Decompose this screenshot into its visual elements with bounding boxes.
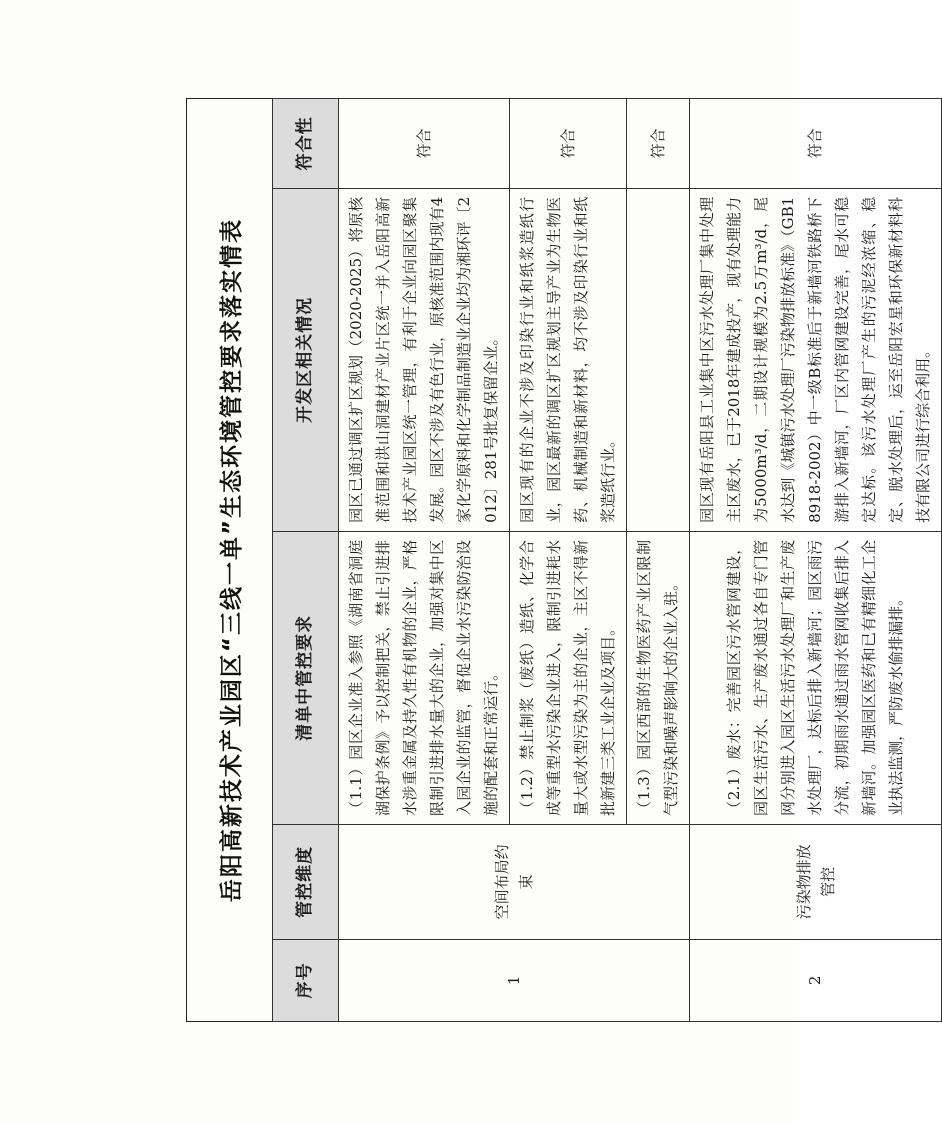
header-requirement: 清单中管控要求 xyxy=(273,531,339,824)
header-seq: 序号 xyxy=(273,939,339,1021)
situation-cell xyxy=(627,188,690,531)
header-compliance: 符合性 xyxy=(273,99,339,189)
requirement-cell: （1.1）园区企业准入参照《湖南省洞庭湖保护条例》予以控制把关，禁止引进排水涉重金属及持久性有机物的企业，严格限制引进排水量大的企业，加强对集中区入园企业的监管，督促企业水污染防治设施的配套和正常运行。 xyxy=(339,531,510,824)
requirement-cell: （2.1）废水：完善园区污水管网建设，园区生活污水、生产废水通过各自专门管网分别进入园区生活污水处理厂和生产废水处理厂，达标后排入新墙河；园区雨污分流，初期雨水通过雨水管网收集后排入新墙河。加强园区医药和已有精细化工企业执法监测，严防废水偷排漏排。 xyxy=(690,531,942,824)
control-requirements-table xyxy=(272,98,942,1022)
situation-cell: 园区现有的企业不涉及印染行业和纸浆造纸行业，园区最新的调区扩区规划主导产业为生物医药、机械制造和新材料，均不涉及印染行业和纸浆造纸行业。 xyxy=(510,188,627,531)
compliance-cell: 符合 xyxy=(510,99,627,189)
compliance-cell: 符合 xyxy=(627,99,690,189)
row-seq: 1 xyxy=(339,939,690,1021)
situation-cell: 园区已通过调区扩区规划（2020-2025）将原核准范围和洪山洞建材产业片区统一并入岳阳高新技术产业园区统一管理，有利于企业向园区聚集发展。园区不涉及有色行业，原核准范围内现有4家化学原料和化学制品制造业企业均为湘环评〔2012〕281号批复保留企业。 xyxy=(339,188,510,531)
situation-cell: 园区现有岳阳县工业集中区污水处理厂集中处理主区废水，已于2018年建成投产，现有处理能力为5000m³/d，二期设计规模为2.5万m³/d，尾水达到《城镇污水处理厂污染物排放标准》（GB18918-2002）中一级B标准后于新墙河铁路桥下游排入新墙河，厂区内管网建设完善，尾水可稳定达标。该污水处理厂产生的污泥经浓缩、稳定、脱水处理后，运至岳阳宏星和环保新材料科技有限公司进行综合利用。 xyxy=(690,188,942,531)
document-title: 岳阳高新技术产业园区“三线一单”生态环境管控要求落实情表 xyxy=(186,98,272,1022)
rotated-table-region xyxy=(186,98,932,1022)
requirement-cell: （1.3）园区西部的生物医药产业区限制气型污染和噪声影响大的企业入驻。 xyxy=(627,531,690,824)
header-situation: 开发区相关情况 xyxy=(273,188,339,531)
table-row xyxy=(690,99,942,1022)
compliance-cell: 符合 xyxy=(339,99,510,189)
row-dimension: 空间布局约束 xyxy=(339,824,690,939)
row-seq: 2 xyxy=(690,939,942,1021)
header-dimension: 管控维度 xyxy=(273,824,339,939)
requirement-cell: （1.2）禁止制浆（废纸）造纸、化学合成等重型水污染企业进入，限制引进耗水量大或水型污染为主的企业，主区不得新批新建三类工业企业及项目。 xyxy=(510,531,627,824)
row-dimension: 污染物排放管控 xyxy=(690,824,942,939)
compliance-cell: 符合 xyxy=(690,99,942,189)
table-header-row xyxy=(273,99,339,1022)
table-row xyxy=(339,99,510,1022)
